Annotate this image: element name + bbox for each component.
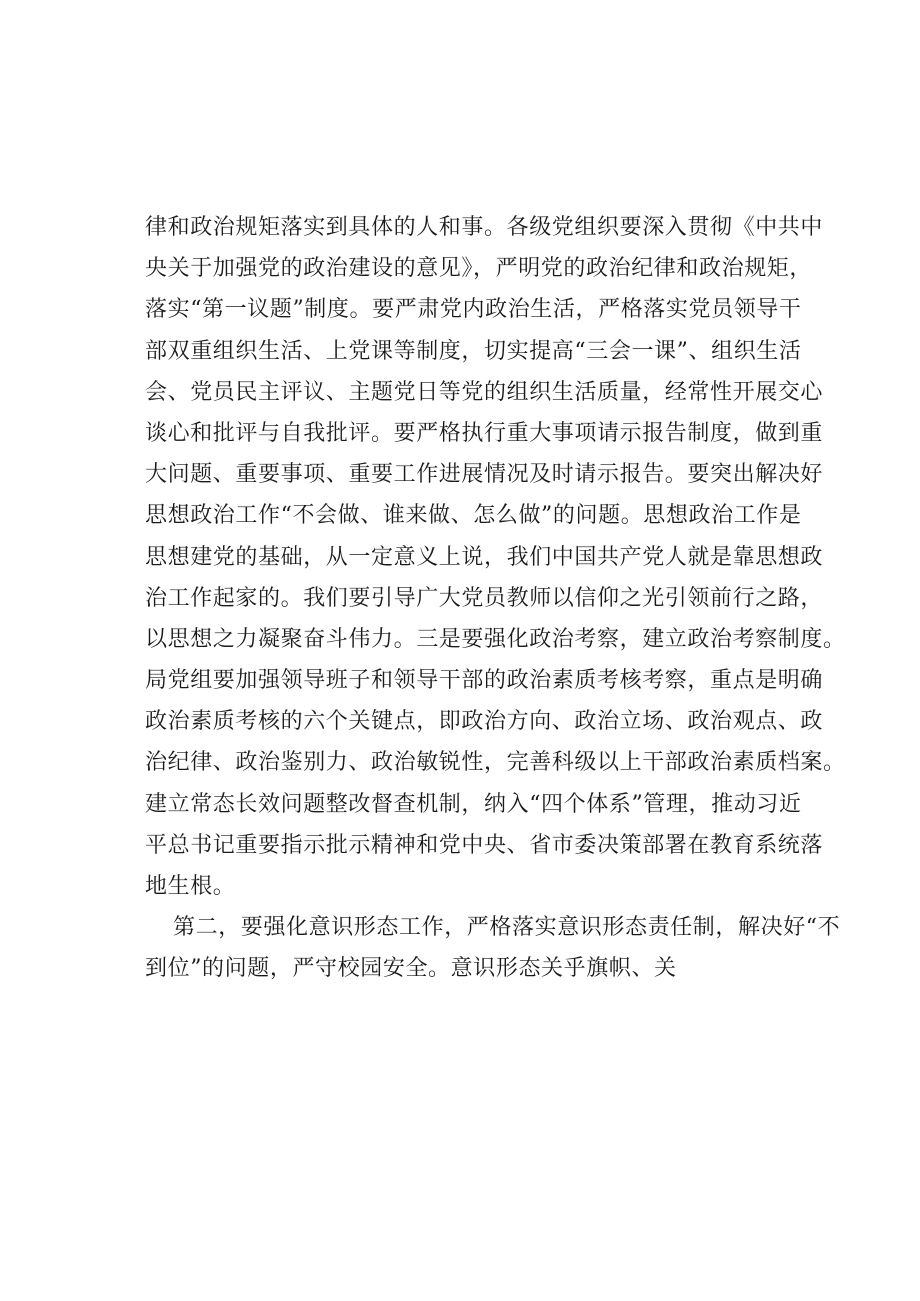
paragraph-2 (145, 907, 865, 989)
text-line: 第二，要强化意识形态工作，严格落实意识形态责任制，解决好“不 (173, 915, 841, 941)
text-line: 央关于加强党的政治建设的意见》，严明党的政治纪律和政治规矩， (145, 256, 813, 282)
text-line: 思想政治工作“不会做、谁来做、怎么做”的问题。思想政治工作是 (145, 503, 802, 529)
text-line: 到位”的问题，严守校园安全。意识形态关乎旗帜、关 (145, 956, 677, 982)
text-line: 谈心和批评与自我批评。要严格执行重大事项请示报告制度，做到重 (145, 420, 824, 446)
text-line: 政治素质考核的六个关键点，即政治方向、政治立场、政治观点、政 (145, 709, 824, 735)
text-line: 治纪律、政治鉴别力、政治敏锐性，完善科级以上干部政治素质档案。 (145, 750, 846, 776)
text-line: 会、党员民主评议、主题党日等党的组织生活质量，经常性开展交心 (145, 379, 824, 405)
text-line: 律和政治规矩落实到具体的人和事。各级党组织要深入贯彻《中共中 (145, 215, 824, 240)
text-line: 以思想之力凝聚奋斗伟力。三是要强化政治考察，建立政治考察制度。 (145, 626, 846, 652)
text-line: 平总书记重要指示批示精神和党中央、省市委决策部署在教育系统落 (145, 832, 824, 858)
text-line: 大问题、重要事项、重要工作进展情况及时请示报告。要突出解决好 (145, 462, 824, 488)
text-line: 思想建党的基础，从一定意义上说，我们中国共产党人就是靠思想政 (145, 544, 824, 570)
document-body (145, 207, 865, 990)
text-line: 建立常态长效问题整改督查机制，纳入“四个体系”管理，推动习近 (145, 791, 802, 817)
text-line: 治工作起家的。我们要引导广大党员教师以信仰之光引领前行之路， (145, 585, 824, 611)
text-line: 地生根。 (145, 874, 236, 899)
text-line: 局党组要加强领导班子和领导干部的政治素质考核考察，重点是明确 (145, 668, 824, 694)
paragraph-1 (145, 207, 865, 907)
text-line: 落实“第一议题”制度。要严肃党内政治生活，严格落实党员领导干 (145, 297, 802, 323)
text-line: 部双重组织生活、上党课等制度，切实提高“三会一课”、组织生活 (145, 338, 802, 364)
